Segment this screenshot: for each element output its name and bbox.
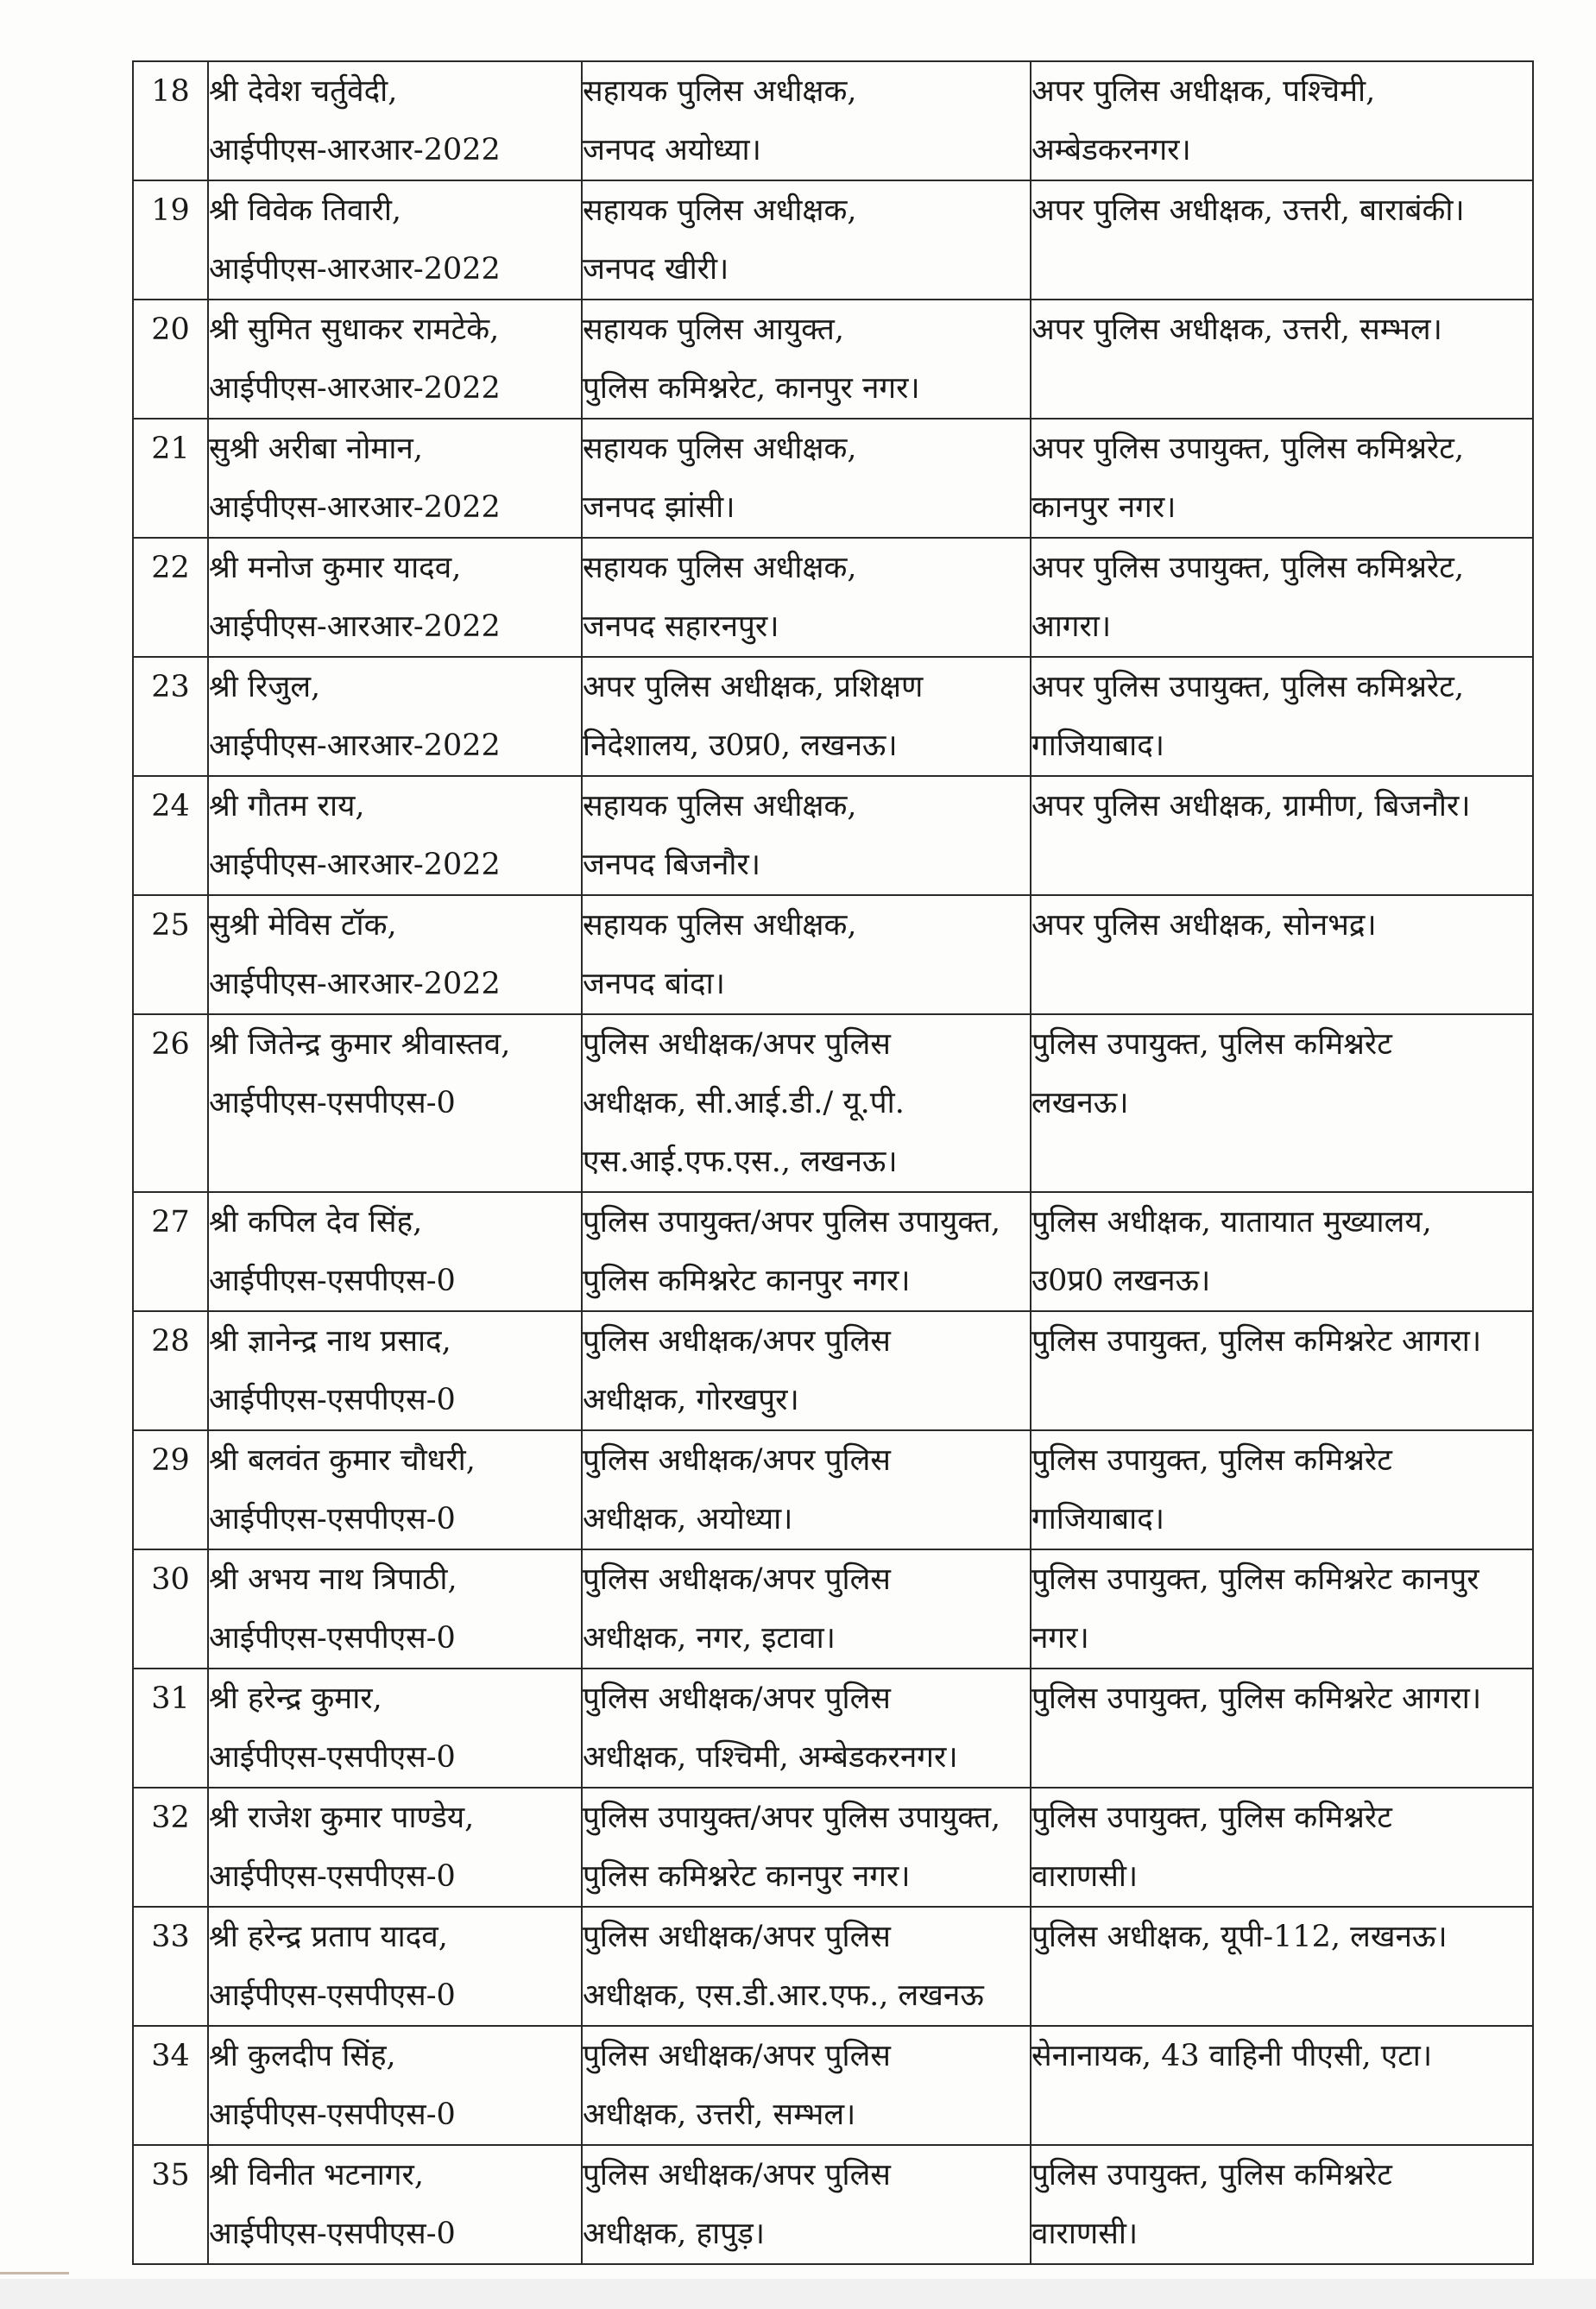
new-posting-cell: [1031, 2026, 1533, 2145]
cell-line: आईपीएस-आरआर-2022: [209, 609, 501, 644]
cell-line: श्री हरेन्द्र कुमार,: [209, 1681, 382, 1716]
cell-line: जनपद सहारनपुर।: [583, 609, 779, 644]
current-posting-cell: [582, 1014, 1031, 1192]
table-row: [133, 1192, 1533, 1311]
cell-line: अधीक्षक, एस.डी.आर.एफ., लखनऊ: [583, 1978, 984, 2013]
serial-number: 27: [133, 1192, 208, 1311]
cell-line: आईपीएस-एसपीएस-0: [209, 1978, 456, 2013]
officer-name-cell: [208, 895, 582, 1014]
cell-line: पुलिस उपायुक्त, पुलिस कमिश्नरेट कानपुर: [1031, 1562, 1479, 1597]
serial-number: 25: [133, 895, 208, 1014]
current-posting-cell: [582, 1907, 1031, 2026]
cell-line: पुलिस उपायुक्त, पुलिस कमिश्नरेट: [1031, 1027, 1392, 1062]
cell-line: जनपद बांदा।: [583, 967, 725, 1001]
officer-name-cell: [208, 776, 582, 895]
cell-line: सहायक पुलिस अधीक्षक,: [583, 789, 857, 823]
cell-line: आईपीएस-एसपीएस-0: [209, 1264, 456, 1298]
cell-line: आईपीएस-एसपीएस-0: [209, 2217, 456, 2251]
cell-line: श्री राजेश कुमार पाण्डेय,: [209, 1801, 475, 1835]
cell-line: पुलिस उपायुक्त, पुलिस कमिश्नरेट: [1031, 1801, 1392, 1835]
cell-line: सहायक पुलिस अधीक्षक,: [583, 74, 857, 109]
cell-line: सुश्री मेविस टॉक,: [209, 908, 397, 943]
officer-name-cell: [208, 1014, 582, 1192]
cell-line: श्री रिजुल,: [209, 670, 321, 704]
serial-number: 22: [133, 538, 208, 657]
cell-line: श्री मनोज कुमार यादव,: [209, 551, 462, 585]
current-posting-cell: [582, 180, 1031, 300]
table-row: [133, 1549, 1533, 1669]
officer-name-cell: [208, 1788, 582, 1907]
cell-line: नगर।: [1031, 1621, 1089, 1656]
new-posting-cell: [1031, 1788, 1533, 1907]
cell-line: श्री कुलदीप सिंह,: [209, 2039, 396, 2073]
current-posting-cell: [582, 1311, 1031, 1430]
serial-number: 23: [133, 657, 208, 776]
cell-line: अपर पुलिस अधीक्षक, पश्चिमी,: [1031, 74, 1376, 109]
cell-line: अधीक्षक, सी.आई.डी./ यू.पी.: [583, 1086, 905, 1120]
cell-line: पुलिस उपायुक्त/अपर पुलिस उपायुक्त,: [583, 1205, 1001, 1240]
table-row: [133, 657, 1533, 776]
current-posting-cell: [582, 419, 1031, 538]
new-posting-cell: [1031, 1014, 1533, 1192]
cell-line: पुलिस कमिश्नरेट कानपुर नगर।: [583, 1859, 911, 1894]
cell-line: पुलिस अधीक्षक/अपर पुलिस: [583, 1324, 891, 1359]
new-posting-cell: [1031, 657, 1533, 776]
cell-line: आईपीएस-आरआर-2022: [209, 729, 501, 763]
officer-name-cell: [208, 1669, 582, 1788]
cell-line: अधीक्षक, गोरखपुर।: [583, 1383, 799, 1417]
cell-line: आईपीएस-आरआर-2022: [209, 252, 501, 287]
serial-number: 28: [133, 1311, 208, 1430]
new-posting-cell: [1031, 61, 1533, 180]
cell-line: आईपीएस-आरआर-2022: [209, 848, 501, 882]
cell-line: पुलिस कमिश्नरेट, कानपुर नगर।: [583, 371, 920, 406]
table-row: [133, 895, 1533, 1014]
current-posting-cell: [582, 1430, 1031, 1549]
transfer-table-body: [133, 61, 1533, 2264]
officer-name-cell: [208, 1907, 582, 2026]
table-row: [133, 300, 1533, 419]
new-posting-cell: [1031, 538, 1533, 657]
new-posting-cell: [1031, 1907, 1533, 2026]
serial-number: 24: [133, 776, 208, 895]
new-posting-cell: [1031, 1192, 1533, 1311]
serial-number: 18: [133, 61, 208, 180]
cell-line: पुलिस अधीक्षक/अपर पुलिस: [583, 1562, 891, 1597]
table-row: [133, 1430, 1533, 1549]
page-bottom-margin: [0, 2279, 1596, 2309]
officer-name-cell: [208, 61, 582, 180]
new-posting-cell: [1031, 1549, 1533, 1669]
cell-line: श्री ज्ञानेन्द्र नाथ प्रसाद,: [209, 1324, 451, 1359]
cell-line: श्री कपिल देव सिंह,: [209, 1205, 423, 1240]
cell-line: सुश्री अरीबा नोमान,: [209, 432, 423, 466]
new-posting-cell: [1031, 180, 1533, 300]
cell-line: अपर पुलिस उपायुक्त, पुलिस कमिश्नरेट,: [1031, 670, 1465, 704]
table-row: [133, 1014, 1533, 1192]
serial-number: 32: [133, 1788, 208, 1907]
cell-line: श्री विवेक तिवारी,: [209, 193, 402, 228]
cell-line: कानपुर नगर।: [1031, 490, 1176, 525]
cell-line: आईपीएस-एसपीएस-0: [209, 1740, 456, 1775]
table-row: [133, 1788, 1533, 1907]
cell-line: जनपद बिजनौर।: [583, 848, 761, 882]
cell-line: पुलिस उपायुक्त, पुलिस कमिश्नरेट आगरा।: [1031, 1324, 1482, 1359]
cell-line: अपर पुलिस अधीक्षक, ग्रामीण, बिजनौर।: [1031, 789, 1471, 823]
cell-line: वाराणसी।: [1031, 2217, 1139, 2251]
officer-name-cell: [208, 1192, 582, 1311]
serial-number: 33: [133, 1907, 208, 2026]
cell-line: आईपीएस-एसपीएस-0: [209, 2098, 456, 2132]
table-row: [133, 1669, 1533, 1788]
cell-line: सहायक पुलिस अधीक्षक,: [583, 432, 857, 466]
cell-line: जनपद झांसी।: [583, 490, 735, 525]
cell-line: पुलिस उपायुक्त, पुलिस कमिश्नरेट: [1031, 2158, 1392, 2192]
current-posting-cell: [582, 2145, 1031, 2264]
officer-name-cell: [208, 2145, 582, 2264]
serial-number: 30: [133, 1549, 208, 1669]
cell-line: श्री अभय नाथ त्रिपाठी,: [209, 1562, 457, 1597]
cell-line: श्री जितेन्द्र कुमार श्रीवास्तव,: [209, 1027, 511, 1062]
current-posting-cell: [582, 61, 1031, 180]
table-row: [133, 61, 1533, 180]
cell-line: अधीक्षक, पश्चिमी, अम्बेडकरनगर।: [583, 1740, 958, 1775]
cell-line: सहायक पुलिस अधीक्षक,: [583, 908, 857, 943]
table-row: [133, 2145, 1533, 2264]
cell-line: आईपीएस-आरआर-2022: [209, 967, 501, 1001]
new-posting-cell: [1031, 1669, 1533, 1788]
table-row: [133, 180, 1533, 300]
current-posting-cell: [582, 2026, 1031, 2145]
current-posting-cell: [582, 1669, 1031, 1788]
cell-line: श्री हरेन्द्र प्रताप यादव,: [209, 1920, 448, 1954]
cell-line: आईपीएस-एसपीएस-0: [209, 1621, 456, 1656]
cell-line: श्री गौतम राय,: [209, 789, 365, 823]
table-row: [133, 1311, 1533, 1430]
cell-line: आईपीएस-एसपीएस-0: [209, 1502, 456, 1536]
cell-line: सेनानायक, 43 वाहिनी पीएसी, एटा।: [1031, 2039, 1433, 2073]
table-row: [133, 538, 1533, 657]
current-posting-cell: [582, 657, 1031, 776]
cell-line: उ0प्र0 लखनऊ।: [1031, 1264, 1211, 1298]
serial-number: 29: [133, 1430, 208, 1549]
cell-line: पुलिस उपायुक्त, पुलिस कमिश्नरेट आगरा।: [1031, 1681, 1482, 1716]
cell-line: अम्बेडकरनगर।: [1031, 133, 1191, 167]
cell-line: आईपीएस-एसपीएस-0: [209, 1859, 456, 1894]
cell-line: गाजियाबाद।: [1031, 729, 1165, 763]
cell-line: पुलिस उपायुक्त/अपर पुलिस उपायुक्त,: [583, 1801, 1001, 1835]
serial-number: 31: [133, 1669, 208, 1788]
cell-line: जनपद खीरी।: [583, 252, 729, 287]
table-row: [133, 776, 1533, 895]
serial-number: 21: [133, 419, 208, 538]
new-posting-cell: [1031, 2145, 1533, 2264]
scan-mark: [0, 2272, 69, 2274]
cell-line: पुलिस उपायुक्त, पुलिस कमिश्नरेट: [1031, 1443, 1392, 1478]
cell-line: पुलिस अधीक्षक, यूपी-112, लखनऊ।: [1031, 1920, 1448, 1954]
new-posting-cell: [1031, 776, 1533, 895]
cell-line: श्री बलवंत कुमार चौधरी,: [209, 1443, 476, 1478]
cell-line: निदेशालय, उ0प्र0, लखनऊ।: [583, 729, 898, 763]
serial-number: 26: [133, 1014, 208, 1192]
cell-line: पुलिस अधीक्षक/अपर पुलिस: [583, 2039, 891, 2073]
cell-line: पुलिस कमिश्नरेट कानपुर नगर।: [583, 1264, 911, 1298]
cell-line: अपर पुलिस अधीक्षक, उत्तरी, सम्भल।: [1031, 312, 1442, 347]
table-row: [133, 419, 1533, 538]
officer-name-cell: [208, 1430, 582, 1549]
cell-line: श्री सुमित सुधाकर रामटेके,: [209, 312, 500, 347]
cell-line: लखनऊ।: [1031, 1086, 1129, 1120]
cell-line: सहायक पुलिस अधीक्षक,: [583, 551, 857, 585]
cell-line: पुलिस अधीक्षक/अपर पुलिस: [583, 1443, 891, 1478]
new-posting-cell: [1031, 300, 1533, 419]
cell-line: अपर पुलिस उपायुक्त, पुलिस कमिश्नरेट,: [1031, 551, 1465, 585]
cell-line: वाराणसी।: [1031, 1859, 1139, 1894]
cell-line: गाजियाबाद।: [1031, 1502, 1165, 1536]
table-row: [133, 2026, 1533, 2145]
officer-name-cell: [208, 300, 582, 419]
cell-line: जनपद अयोध्या।: [583, 133, 761, 167]
current-posting-cell: [582, 776, 1031, 895]
transfer-table: [132, 60, 1534, 2265]
new-posting-cell: [1031, 1311, 1533, 1430]
cell-line: पुलिस अधीक्षक, यातायात मुख्यालय,: [1031, 1205, 1432, 1240]
cell-line: अधीक्षक, नगर, इटावा।: [583, 1621, 836, 1656]
cell-line: सहायक पुलिस आयुक्त,: [583, 312, 844, 347]
current-posting-cell: [582, 1192, 1031, 1311]
officer-name-cell: [208, 2026, 582, 2145]
cell-line: अपर पुलिस अधीक्षक, प्रशिक्षण: [583, 670, 924, 704]
cell-line: आईपीएस-एसपीएस-0: [209, 1086, 456, 1120]
cell-line: आईपीएस-आरआर-2022: [209, 371, 501, 406]
officer-name-cell: [208, 1549, 582, 1669]
cell-line: आईपीएस-एसपीएस-0: [209, 1383, 456, 1417]
cell-line: आगरा।: [1031, 609, 1112, 644]
officer-name-cell: [208, 180, 582, 300]
officer-name-cell: [208, 419, 582, 538]
cell-line: आईपीएस-आरआर-2022: [209, 133, 501, 167]
cell-line: आईपीएस-आरआर-2022: [209, 490, 501, 525]
cell-line: पुलिस अधीक्षक/अपर पुलिस: [583, 1681, 891, 1716]
current-posting-cell: [582, 538, 1031, 657]
cell-line: पुलिस अधीक्षक/अपर पुलिस: [583, 1027, 891, 1062]
current-posting-cell: [582, 1788, 1031, 1907]
cell-line: अधीक्षक, अयोध्या।: [583, 1502, 793, 1536]
serial-number: 35: [133, 2145, 208, 2264]
officer-name-cell: [208, 1311, 582, 1430]
current-posting-cell: [582, 300, 1031, 419]
new-posting-cell: [1031, 419, 1533, 538]
table-row: [133, 1907, 1533, 2026]
cell-line: श्री विनीत भटनागर,: [209, 2158, 424, 2192]
officer-name-cell: [208, 538, 582, 657]
serial-number: 19: [133, 180, 208, 300]
new-posting-cell: [1031, 1430, 1533, 1549]
cell-line: श्री देवेश चर्तुवेदी,: [209, 74, 398, 109]
cell-line: सहायक पुलिस अधीक्षक,: [583, 193, 857, 228]
serial-number: 34: [133, 2026, 208, 2145]
cell-line: अधीक्षक, उत्तरी, सम्भल।: [583, 2098, 856, 2132]
cell-line: एस.आई.एफ.एस., लखनऊ।: [583, 1145, 898, 1179]
cell-line: अपर पुलिस उपायुक्त, पुलिस कमिश्नरेट,: [1031, 432, 1465, 466]
cell-line: अधीक्षक, हापुड़।: [583, 2217, 766, 2251]
cell-line: पुलिस अधीक्षक/अपर पुलिस: [583, 1920, 891, 1954]
officer-name-cell: [208, 657, 582, 776]
current-posting-cell: [582, 895, 1031, 1014]
new-posting-cell: [1031, 895, 1533, 1014]
cell-line: अपर पुलिस अधीक्षक, सोनभद्र।: [1031, 908, 1377, 943]
cell-line: अपर पुलिस अधीक्षक, उत्तरी, बाराबंकी।: [1031, 193, 1465, 228]
current-posting-cell: [582, 1549, 1031, 1669]
cell-line: पुलिस अधीक्षक/अपर पुलिस: [583, 2158, 891, 2192]
serial-number: 20: [133, 300, 208, 419]
